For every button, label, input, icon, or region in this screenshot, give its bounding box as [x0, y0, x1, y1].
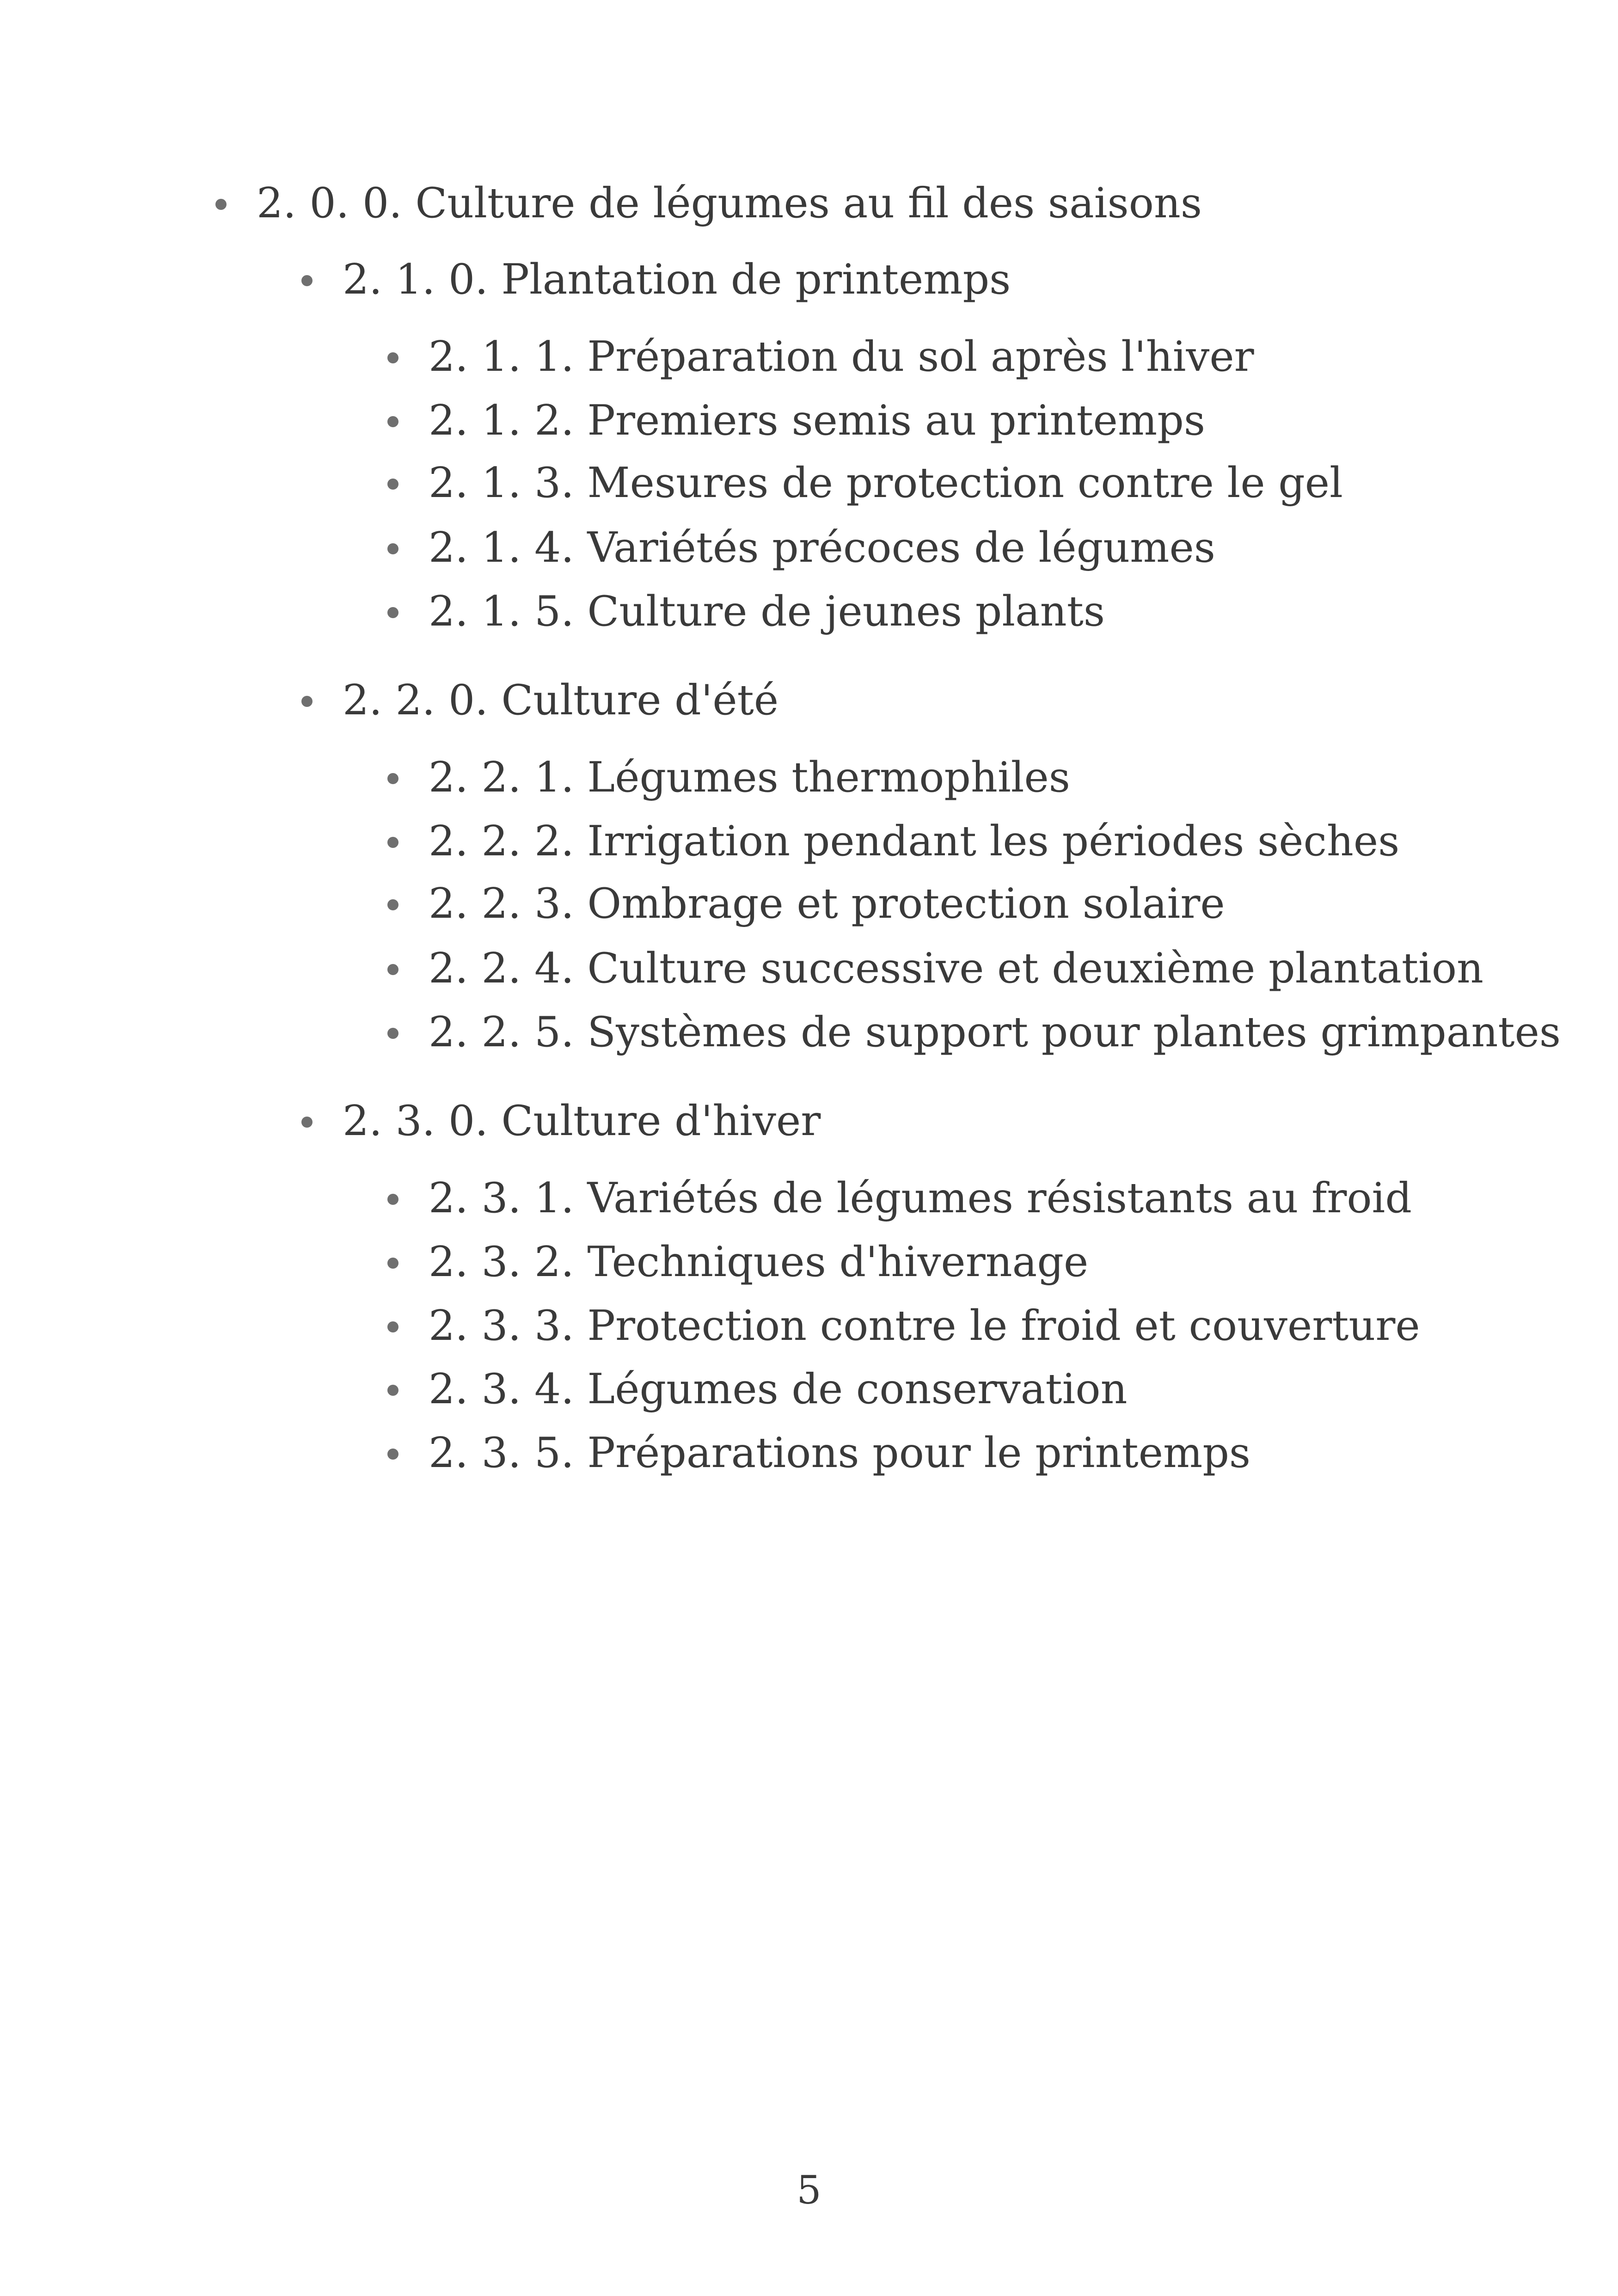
bullet-icon	[301, 696, 313, 707]
toc-item: 2. 3. 1. Variétés de légumes résistants au froid	[429, 1174, 1412, 1222]
toc-item: 2. 3. 5. Préparations pour le printemps	[429, 1429, 1251, 1477]
bullet-icon	[387, 543, 398, 554]
toc-section-title: 2. 1. 0. Plantation de printemps	[343, 255, 1011, 304]
bullet-icon	[301, 1117, 313, 1128]
toc-section-title: 2. 2. 0. Culture d'été	[343, 676, 779, 724]
bullet-icon	[387, 352, 398, 363]
bullet-icon	[387, 479, 398, 490]
bullet-icon	[301, 275, 313, 286]
toc-item: 2. 2. 4. Culture successive et deuxième plantation	[429, 944, 1483, 993]
toc-item: 2. 3. 4. Légumes de conservation	[429, 1365, 1128, 1413]
toc-item: 2. 1. 5. Culture de jeunes plants	[429, 587, 1105, 636]
bullet-icon	[387, 1258, 398, 1269]
toc-item: 2. 1. 4. Variétés précoces de légumes	[429, 523, 1215, 572]
toc-item: 2. 2. 3. Ombrage et protection solaire	[429, 879, 1225, 928]
bullet-icon	[215, 199, 227, 210]
bullet-icon	[387, 773, 398, 784]
toc-item: 2. 3. 3. Protection contre le froid et couverture	[429, 1301, 1420, 1350]
toc-item: 2. 1. 3. Mesures de protection contre le gel	[429, 459, 1343, 507]
toc-item: 2. 1. 2. Premiers semis au printemps	[429, 396, 1206, 445]
page-number: 5	[797, 2167, 821, 2213]
bullet-icon	[387, 607, 398, 618]
toc-item: 2. 3. 2. Techniques d'hivernage	[429, 1238, 1089, 1286]
toc-item: 2. 2. 2. Irrigation pendant les périodes sèches	[429, 817, 1400, 866]
bullet-icon	[387, 1385, 398, 1396]
toc-item: 2. 2. 5. Systèmes de support pour plantes grimpantes	[429, 1008, 1561, 1056]
bullet-icon	[387, 416, 398, 427]
bullet-icon	[387, 1449, 398, 1460]
bullet-icon	[387, 1028, 398, 1039]
bullet-icon	[387, 1194, 398, 1205]
toc-item: 2. 2. 1. Légumes thermophiles	[429, 753, 1070, 802]
bullet-icon	[387, 1321, 398, 1332]
bullet-icon	[387, 899, 398, 910]
toc-section-title: 2. 3. 0. Culture d'hiver	[343, 1097, 821, 1145]
toc-item: 2. 1. 1. Préparation du sol après l'hiver	[429, 332, 1254, 381]
toc-heading-level0: 2. 0. 0. Culture de légumes au fil des saisons	[257, 179, 1202, 227]
bullet-icon	[387, 964, 398, 975]
bullet-icon	[387, 837, 398, 848]
